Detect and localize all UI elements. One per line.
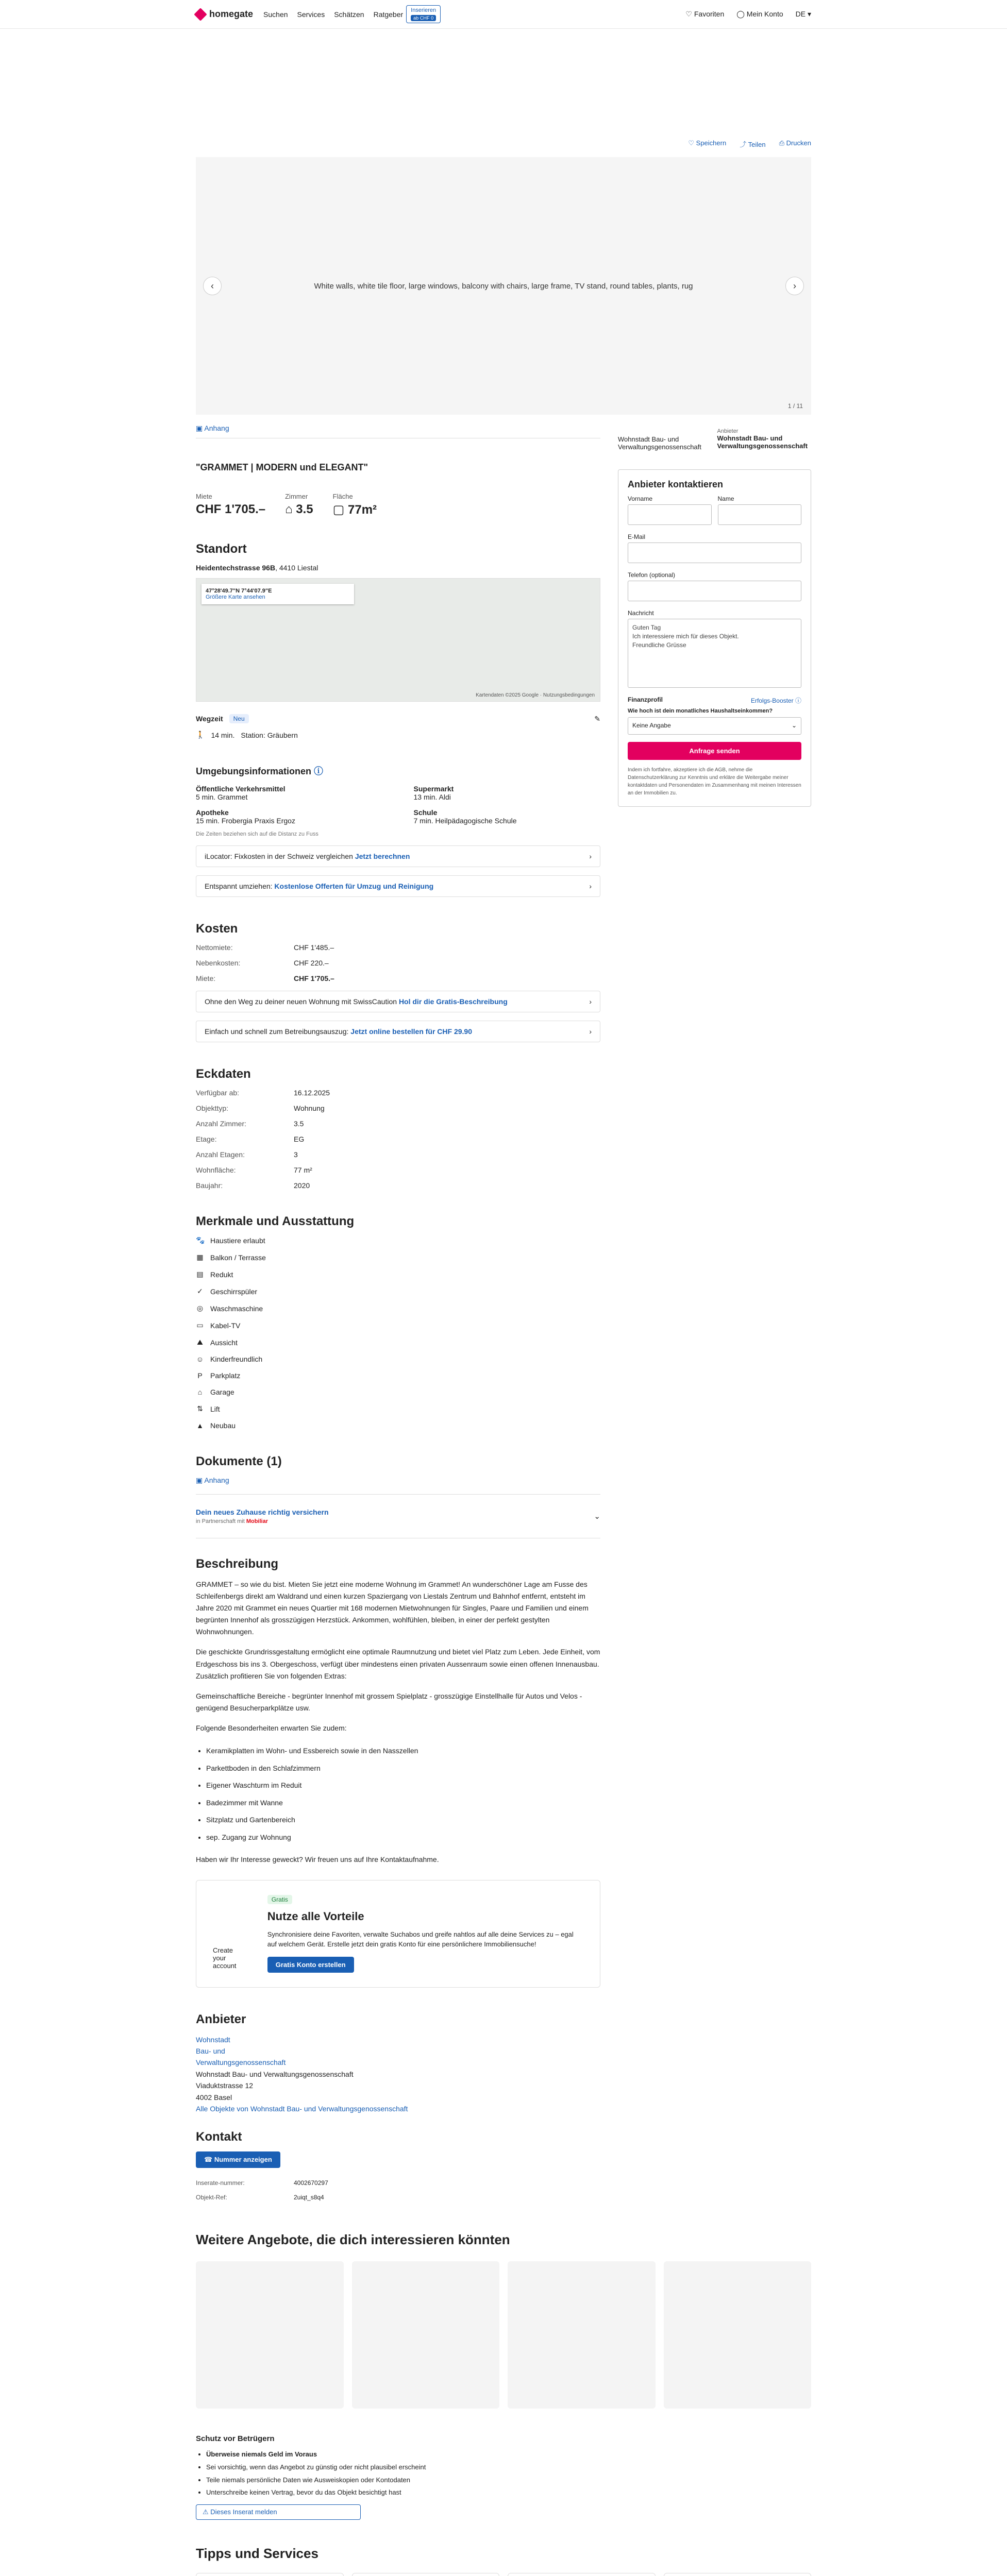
- homegate-logo[interactable]: homegate: [196, 9, 253, 20]
- tip-card[interactable]: [664, 2573, 812, 2576]
- view-icon: ⛰: [197, 1338, 203, 1346]
- area-icon: ▢: [332, 503, 345, 517]
- next-arrow-icon[interactable]: ›: [785, 277, 804, 295]
- anbieter-section: Anbieter Wohnstadt Bau- und Verwaltungsgenossenschaft Wohnstadt Bau- und Verwaltungsgenossenschaft Viaduktstrasse 12 4002 Basel Alle Objekte von Wohnstadt Bau- und Verwaltungsgenossenschaft: [196, 2012, 408, 2113]
- map-footer: Kartendaten ©2025 Google · Nutzungsbedingungen: [476, 692, 595, 698]
- merkmale-section: Merkmale und Ausstattung 🐾 Haustiere erlaubt ▦ Balkon / Terrasse ▤ Redukt ✓ Geschirrspüler ◎ Waschmaschine ▭ Kabel-TV ⛰ Aussicht ☺ Kinderfreundlich P Parkplatz ⌂ Garage ⇅ Lift ▲ Neubau: [196, 1190, 600, 1430]
- mein-konto-link[interactable]: ◯ Mein Konto: [736, 10, 783, 18]
- feature-item: ⌂ Garage: [196, 1388, 600, 1396]
- prev-arrow-icon[interactable]: ‹: [203, 277, 222, 295]
- tip-card[interactable]: [508, 2573, 656, 2576]
- poi-apotheke: Apotheke 15 min. Frobergia Praxis Ergoz: [196, 808, 295, 825]
- fact-flaeche: Fläche ▢ 77m²: [332, 493, 377, 517]
- offer-card-placeholder[interactable]: [508, 2261, 656, 2409]
- top-navigation: [0, 0, 1007, 29]
- poi-supermarkt: Supermarkt 13 min. Aldi: [413, 785, 454, 801]
- chevron-right-icon: ›: [589, 997, 592, 1006]
- chevron-right-icon: ›: [589, 882, 592, 890]
- main-nav: [263, 10, 403, 19]
- location-map[interactable]: [196, 578, 600, 702]
- child-icon: ☺: [196, 1355, 204, 1363]
- contact-form: Anbieter kontaktieren Vorname Name E-Mail Telefon (optional) Nachricht Guten Tag Ich interessiere mich für dieses Objekt. Freundliche Grüsse Finanzprofil Erfolgs-Booster ⓘ Wie hoch ist dein monatliches Haushaltseinkommen? Keine Angabe ⌄ Anfrage senden Indem ich fortfahre, akzeptiere ich die AGB, nehme die Datenschutzerklärung zur Kenntnis und erkläre die Weitergabe meiner kontaktdaten und Personendaten im Zusammenhang mit meinen Interessen an der Immobilien zu.: [618, 469, 811, 807]
- language-select[interactable]: DE ▾: [795, 10, 811, 18]
- edit-icon[interactable]: ✎: [594, 714, 600, 723]
- feature-item: 🐾 Haustiere erlaubt: [196, 1236, 265, 1245]
- eckdaten-section: Eckdaten Verfügbar ab: 16.12.2025 Objekttyp: Wohnung Anzahl Zimmer: 3.5 Etage: EG Anzahl Etagen: 3 Wohnfläche: 77 m² Baujahr: 2020: [196, 1042, 600, 1190]
- parking-icon: P: [197, 1371, 203, 1380]
- create-account-button[interactable]: Gratis Konto erstellen: [267, 1957, 354, 1973]
- kosten-table: Nettomiete: CHF 1'485.– Nebenkosten: CHF 220.– Miete: CHF 1'705.–: [196, 943, 334, 982]
- new-badge: Neu: [229, 714, 249, 723]
- feature-item: ▭ Kabel-TV: [196, 1321, 241, 1330]
- feature-item: P Parkplatz: [196, 1371, 600, 1380]
- main-columns: [196, 415, 811, 2201]
- dishwasher-icon: ✓: [197, 1287, 203, 1295]
- insurance-accordion[interactable]: Dein neues Zuhause richtig versichern in Partnerschaft mit Mobiliar ⌄: [196, 1495, 600, 1538]
- show-number-button[interactable]: ☎ Nummer anzeigen: [196, 2151, 280, 2168]
- feature-list: [196, 1236, 600, 1430]
- beschreibung-list: • Keramikplatten im Wohn- und Essbereich sowie in den Nasszellen • Parkettboden in den Schlafzimmern • Eigener Waschturm im Reduit • Badezimmer mit Wanne • Sitzplatz und Gartenbereich • sep. Zugang zur Wohnung: [206, 1742, 600, 1846]
- nav-ratgeber[interactable]: Ratgeber: [373, 10, 404, 19]
- message-textarea[interactable]: Guten Tag Ich interessiere mich für dieses Objekt. Freundliche Grüsse: [628, 619, 801, 688]
- feature-item: ◎ Waschmaschine: [196, 1304, 263, 1313]
- phone-input[interactable]: [628, 581, 801, 601]
- kosten-section: Kosten Nettomiete: CHF 1'485.– Nebenkosten: CHF 220.– Miete: CHF 1'705.– Ohne den Weg zu deiner neuen Wohnung mit SwissCaution Hol dir die Gratis-Beschreibung › Einfach und schnell zum Betreibungsauszug: Jetzt online bestellen für CHF 29.90 ›: [196, 897, 600, 1042]
- share-button[interactable]: ⤴ Teilen: [740, 141, 766, 148]
- feature-item: ⇅ Lift: [196, 1404, 600, 1413]
- feature-item: ☺ Kinderfreundlich: [196, 1355, 263, 1363]
- storage-icon: ▤: [196, 1270, 204, 1278]
- washing-machine-icon: ◎: [196, 1304, 204, 1312]
- chevron-down-icon: ⌄: [791, 722, 797, 729]
- map-info-card: 47°28'49.7"N 7°44'07.9"E Größere Karte ansehen: [202, 584, 354, 604]
- gallery-counter: 1 / 11: [787, 402, 803, 410]
- gallery-image-alt: White walls, white tile floor, large windows, balcony with chairs, large frame, TV stand, round tables, plants, rug: [314, 281, 693, 291]
- inserieren-button[interactable]: Inserieren ab CHF 0: [406, 5, 441, 23]
- lift-icon: ⇅: [197, 1404, 203, 1413]
- attachment-link[interactable]: ▣ Anhang: [196, 415, 600, 438]
- dokumente-section: Dokumente (1) ▣ Anhang Dein neues Zuhause richtig versichern in Partnerschaft mit Mobiliar ⌄: [196, 1430, 600, 1538]
- left-column: [196, 415, 600, 2201]
- nav-services[interactable]: Services: [297, 10, 325, 19]
- email-input[interactable]: [628, 543, 801, 563]
- logo-mark-icon: [194, 8, 207, 21]
- feature-item: ▦ Balkon / Terrasse: [196, 1253, 266, 1262]
- feature-item: ▤ Redukt: [196, 1270, 233, 1279]
- offer-card-placeholder[interactable]: [196, 2261, 344, 2409]
- provider-header: Wohnstadt Bau- und Verwaltungsgenossenschaft Anbieter Wohnstadt Bau- und Verwaltungsgenossenschaft: [618, 428, 808, 451]
- larger-map-link[interactable]: Größere Karte ansehen: [206, 594, 265, 600]
- nav-schaetzen[interactable]: Schätzen: [334, 10, 364, 19]
- offer-card-placeholder[interactable]: [352, 2261, 500, 2409]
- tv-icon: ▭: [196, 1321, 204, 1329]
- fact-zimmer: Zimmer ⌂ 3.5: [285, 493, 313, 516]
- tips-section: Tipps und Services: [196, 2546, 811, 2576]
- feature-item: ⛰ Aussicht: [196, 1338, 600, 1347]
- income-select[interactable]: Keine Angabe ⌄: [628, 717, 801, 735]
- listing-actions: [196, 29, 811, 157]
- favoriten-link[interactable]: ♡ Favoriten: [685, 10, 725, 18]
- kontakt-section: Kontakt ☎ Nummer anzeigen Inserate-nummer: 4002670297 Objekt-Ref: 2uiqt_s8q4: [196, 2130, 328, 2201]
- rooms-icon: ⌂: [285, 502, 293, 516]
- feature-item: ▲ Neubau: [196, 1421, 236, 1430]
- similar-offers: [196, 2261, 811, 2409]
- listing-title: "GRAMMET | MODERN und ELEGANT": [196, 462, 368, 472]
- tip-card[interactable]: [352, 2573, 500, 2576]
- ilocator-cta[interactable]: iLocator: Fixkosten in der Schweiz vergleichen Jetzt berechnen ›: [196, 845, 600, 867]
- newbuild-icon: ▲: [196, 1421, 204, 1430]
- tip-card[interactable]: [196, 2573, 344, 2576]
- swisscaution-cta[interactable]: Ohne den Weg zu deiner neuen Wohnung mit SwissCaution Hol dir die Gratis-Beschreibung ›: [196, 991, 600, 1012]
- betreibung-cta[interactable]: Einfach und schnell zum Betreibungsauszug: Jetzt online bestellen für CHF 29.90 ›: [196, 1021, 600, 1042]
- user-menu: [685, 10, 811, 19]
- chevron-right-icon: ›: [589, 1027, 592, 1036]
- document-link[interactable]: ▣ Anhang: [196, 1476, 600, 1495]
- chevron-right-icon: ›: [589, 852, 592, 860]
- report-listing-button[interactable]: ⚠ Dieses Inserat melden: [196, 2504, 361, 2520]
- beschreibung-section: Beschreibung GRAMMET – so wie du bist. Mieten Sie jetzt eine moderne Wohnung im Grammet! An wunderschöner Lage am Fusse des Schleifenbergs direkt am Waldrand und einen kurzen Spaziergang von Liestals Zentrum und Bahnhof entfernt, entsteht im Jahre 2020 mit Grammet ein neues Quartier mit 168 modernen Mietwohnungen für Singles, Paare und Familien und einem begrünten Innenhof als grosszügigen Herzstück. Ankommen, wohlfühlen, bleiben, in einer der perfekt gestylten Wohnwohnungen. Die geschickte Grundrissgestaltung ermöglicht eine optimale Raumnutzung und bietet viel Platz zum Leben. Jede Einheit, vom Erdgeschoss bis ins 3. Obergeschoss, verfügt über mindestens einen privaten Aussenraum sowie einen offenen Innenausbau. Zusätzlich profitieren Sie von folgenden Extras: Gemeinschaftliche Bereiche - begrünter Innenhof mit grossem Spielplatz - grosszügige Einstellhalle für Autos und Velos - genügend Besucherparkplätze usw. Folgende Besonderheiten erwarten Sie zudem: • Keramikplatten im Wohn- und Essbereich sowie in den Nasszellen • Parkettboden in den Schlafzimmern • Eigener Waschturm im Reduit • Badezimmer mit Wanne • Sitzplatz und Gartenbereich • sep. Zugang zur Wohnung Haben wir Ihr Interesse geweckt? Wir freuen uns auf Ihre Kontaktaufnahme.: [196, 1538, 600, 1866]
- umzug-cta[interactable]: Entspannt umziehen: Kostenlose Offerten für Umzug und Reinigung ›: [196, 875, 600, 897]
- print-button[interactable]: ⎙ Drucken: [779, 139, 811, 147]
- booster-link[interactable]: Erfolgs-Booster ⓘ: [750, 697, 801, 704]
- account-promo: Create your account Gratis Nutze alle Vorteile Synchronisiere deine Favoriten, verwalte Suchabos und greife nahtlos auf alle deine Services zu – egal auf welchem Gerät. Erstelle jetzt dein gratis Konto für eine persönlichere Immobiliensuche! Gratis Konto erstellen: [196, 1880, 600, 1988]
- umgebung-section: Umgebungsinformationen ⓘ Öffentliche Verkehrsmittel 5 min. Grammet Supermarkt 13 min. Aldi Apotheke 15 min. Frobergia Praxis Ergoz Schule 7 min. Heilpädagogische Schule Die Zeiten beziehen sich auf die Distanz zu Fuss iLocator: Fixkosten in der Schweiz vergleichen Jetzt berechnen › Entspannt umziehen: Kostenlose Offerten für Umzug und Reinigung ›: [196, 739, 600, 897]
- umgebung-grid: [196, 785, 600, 825]
- nav-suchen[interactable]: Suchen: [263, 10, 288, 19]
- poi-schule: Schule 7 min. Heilpädagogische Schule: [413, 808, 517, 825]
- key-facts: [196, 493, 600, 517]
- feature-item: ✓ Geschirrspüler: [196, 1287, 600, 1296]
- poi-transport: Öffentliche Verkehrsmittel 5 min. Grammet: [196, 785, 286, 801]
- vorname-input[interactable]: [628, 504, 712, 525]
- save-button[interactable]: ♡ Speichern: [688, 139, 727, 147]
- eckdaten-table: Verfügbar ab: 16.12.2025 Objekttyp: Wohnung Anzahl Zimmer: 3.5 Etage: EG Anzahl Etagen: 3 Wohnfläche: 77 m² Baujahr: 2020: [196, 1089, 330, 1190]
- fraud-protection: Schutz vor Betrügern • Überweise niemals Geld im Voraus • Sei vorsichtig, wenn das Angebot zu günstig oder nicht plausibel erscheint • Teile niemals persönliche Daten wie Ausweiskopien oder Kontodaten • Unterschreibe keinen Vertrag, bevor du das Objekt besichtigt hast ⚠ Dieses Inserat melden: [196, 2434, 811, 2520]
- send-request-button[interactable]: Anfrage senden: [628, 742, 801, 760]
- fact-miete: Miete CHF 1'705.–: [196, 493, 266, 516]
- garage-icon: ⌂: [197, 1388, 203, 1396]
- name-input[interactable]: [718, 504, 802, 525]
- balcony-icon: ▦: [196, 1253, 204, 1261]
- provider-objects-link[interactable]: Alle Objekte von Wohnstadt Bau- und Verwaltungsgenossenschaft: [196, 2105, 408, 2113]
- pets-icon: 🐾: [196, 1236, 205, 1244]
- offer-card-placeholder[interactable]: [664, 2261, 812, 2409]
- standort-section: Standort Heidentechstrasse 96B, 4410 Liestal 47°28'49.7"N 7°44'07.9"E Größere Karte ansehen Kartendaten ©2025 Google · Nutzungsbedingungen Wegzeit Neu ✎ 🚶 14 min. Station: Gräubern: [196, 542, 600, 739]
- chevron-down-icon: ⌄: [594, 1512, 600, 1521]
- content: [196, 29, 811, 2201]
- image-gallery[interactable]: [196, 157, 811, 415]
- right-column: [618, 415, 811, 2201]
- walk-icon: 🚶: [196, 731, 205, 739]
- info-icon[interactable]: ⓘ: [314, 766, 324, 776]
- lower-content: Weitere Angebote, die dich interessieren könnten Schutz vor Betrügern • Überweise niemals Geld im Voraus • Sei vorsichtig, wenn das Angebot zu günstig oder nicht plausibel erscheint • Teile niemals persönliche Daten wie Ausweiskopien oder Kontodaten • Unterschreibe keinen Vertrag, bevor du das Objekt besichtigt hast ⚠ Dieses Inserat melden Tipps und Services: [196, 2232, 811, 2576]
